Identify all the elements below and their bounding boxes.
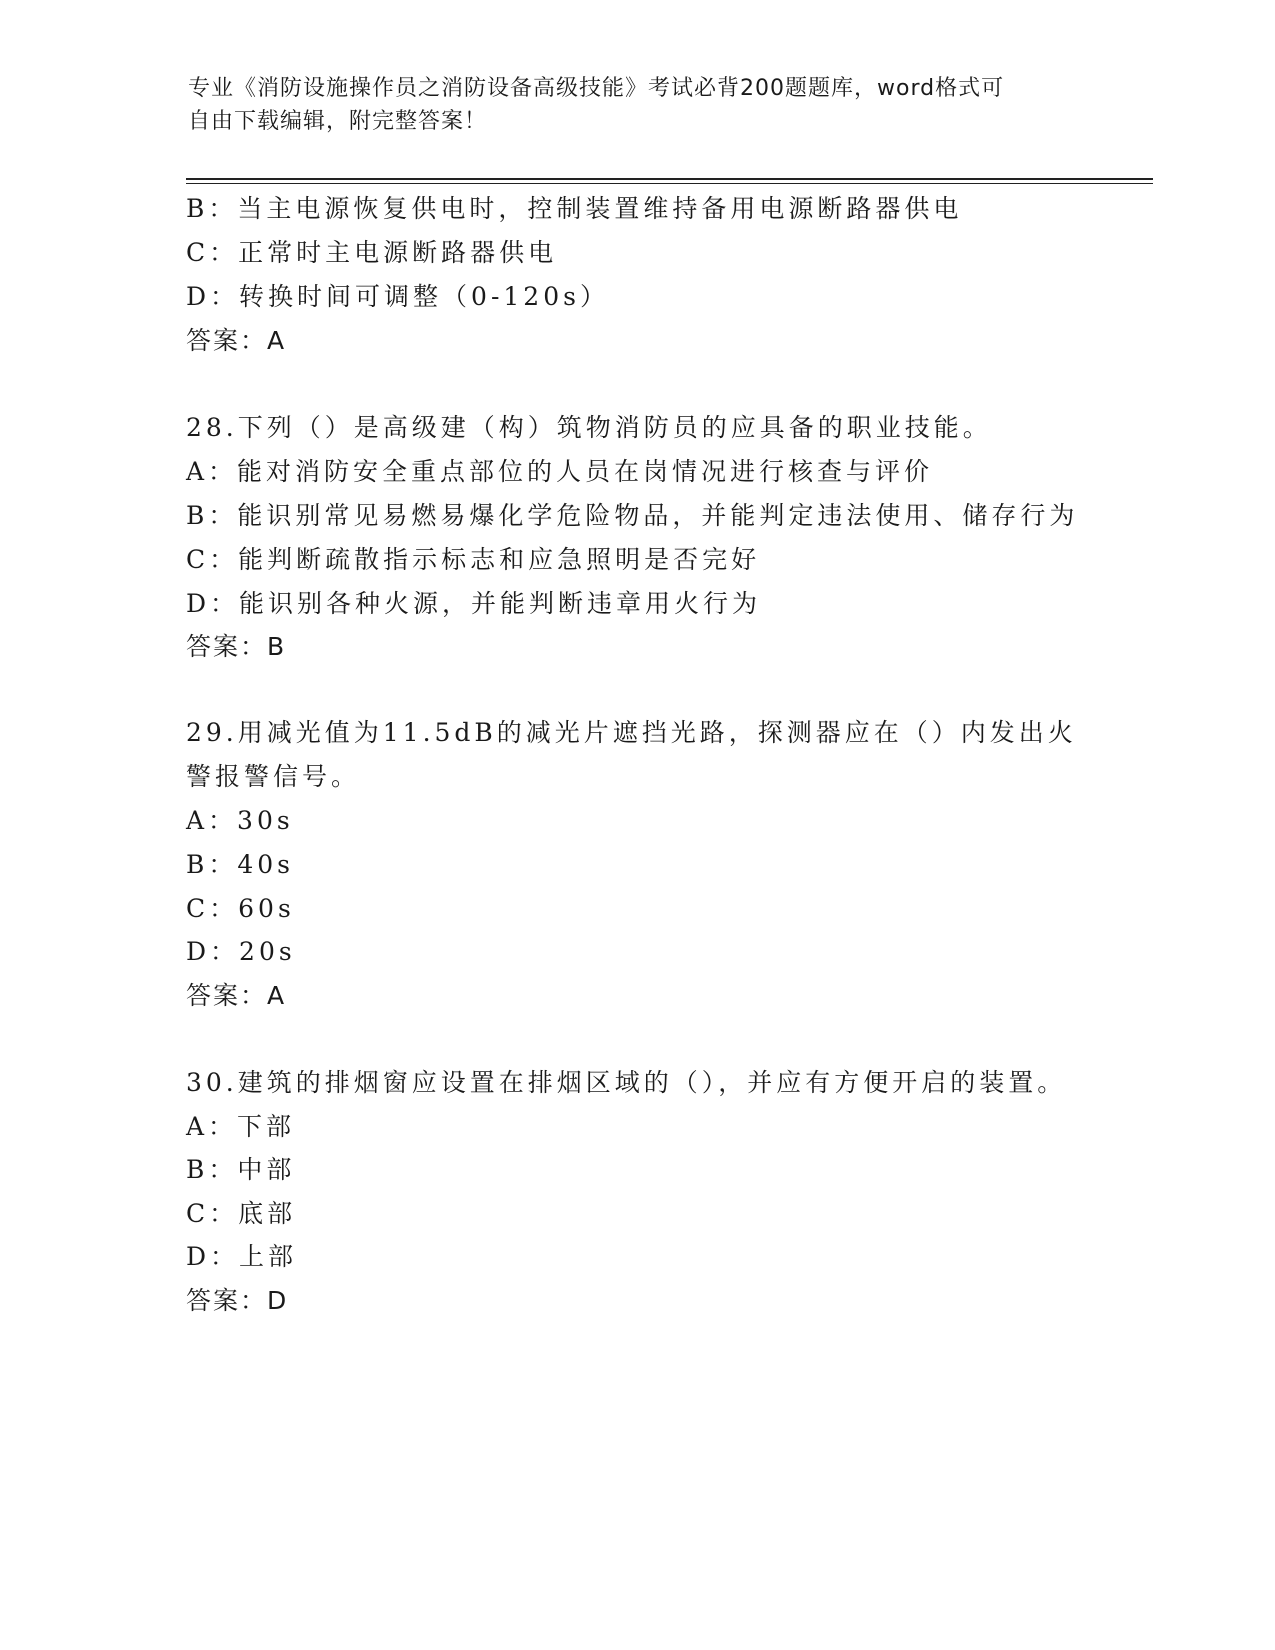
q27-option-d: D：转换时间可调整（0-120s） [186,282,609,311]
q30-option-d: D：上部 [186,1242,298,1271]
q27-option-c: C：正常时主电源断路器供电 [186,238,558,267]
q30-option-b: B：中部 [186,1155,296,1184]
q28-answer: 答案：B [186,632,287,661]
q29-stem-line-2: 警报警信号。 [186,762,361,791]
q28-option-a: A：能对消防安全重点部位的人员在岗情况进行核查与评价 [186,457,934,486]
q30-option-a: A：下部 [186,1112,296,1141]
q30-option-c: C：底部 [186,1199,297,1228]
q28-stem: 28.下列（）是高级建（构）筑物消防员的应具备的职业技能。 [186,413,992,442]
q30-stem: 30.建筑的排烟窗应设置在排烟区域的（），并应有方便开启的装置。 [186,1068,1067,1097]
q30-answer: 答案：D [186,1286,289,1315]
q27-option-b: B：当主电源恢复供电时，控制装置维持备用电源断路器供电 [186,194,963,223]
q29-option-d: D：20s [186,937,296,966]
q29-stem-line-1: 29.用减光值为11.5dB的减光片遮挡光路，探测器应在（）内发出火 [186,718,1077,747]
q29-option-b: B：40s [186,850,295,879]
q29-answer: 答案：A [186,981,287,1010]
header-rule-thick [186,178,1153,180]
header-line-2: 自由下载编辑，附完整答案！ [188,109,488,134]
q28-option-c: C：能判断疏散指示标志和应急照明是否完好 [186,545,761,574]
q29-option-c: C：60s [186,894,295,923]
q29-option-a: A：30s [186,806,294,835]
document-header [188,72,1088,138]
q27-answer: 答案：A [186,326,287,355]
q28-option-d: D：能识别各种火源，并能判断违章用火行为 [186,589,762,618]
header-rule-thin [186,183,1153,184]
q28-option-b: B：能识别常见易燃易爆化学危险物品，并能判定违法使用、储存行为 [186,501,1079,530]
header-line-1: 专业《消防设施操作员之消防设备高级技能》考试必背200题题库，word格式可 [188,76,1005,101]
